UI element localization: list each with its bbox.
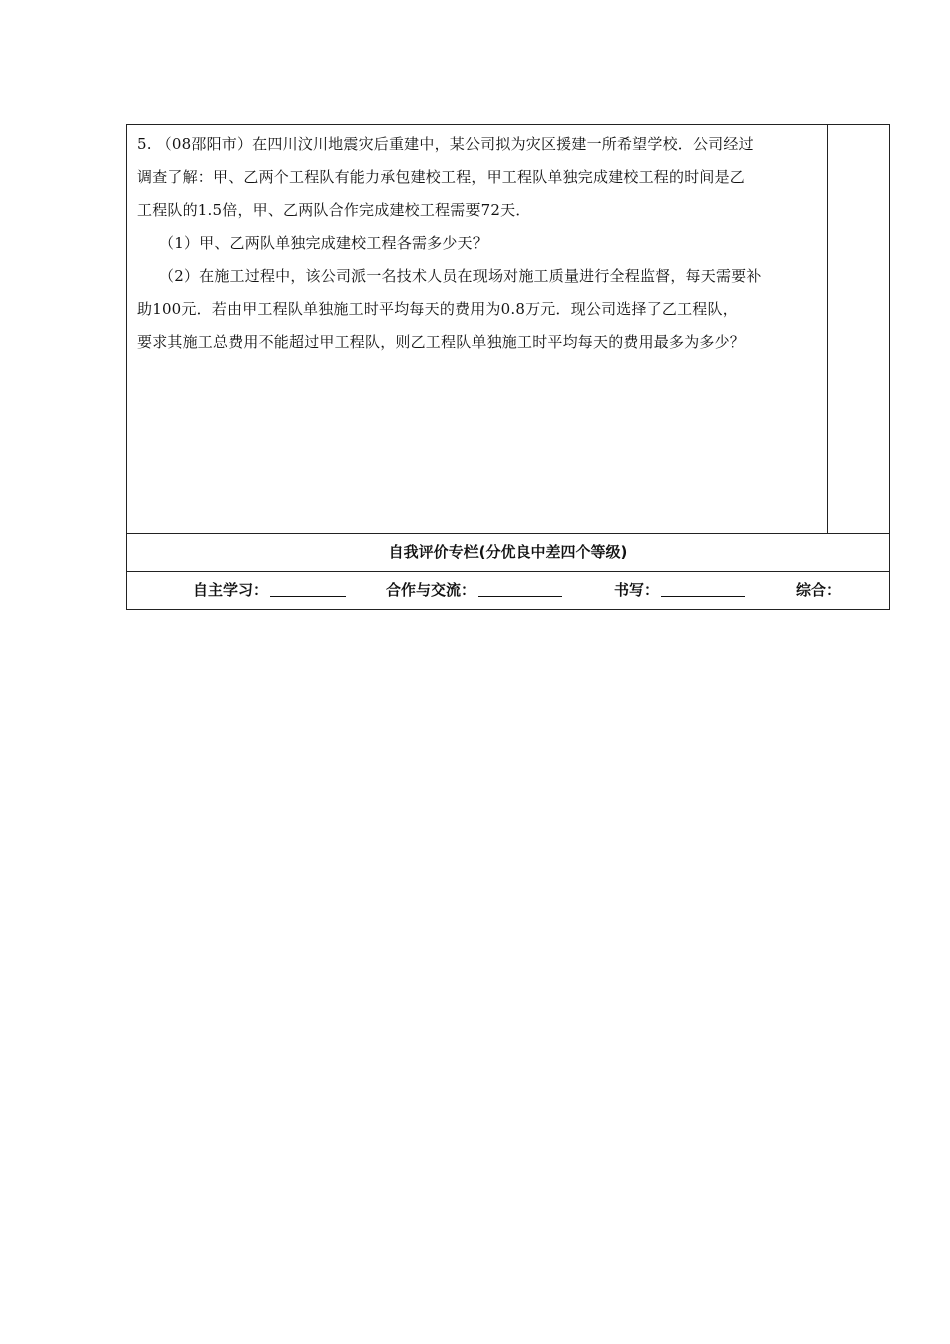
worksheet-table [126,124,890,610]
problem-line: 要求其施工总费用不能超过甲工程队，则乙工程队单独施工时平均每天的费用最多为多少？ [137,333,746,351]
problem-line: 调查了解：甲、乙两个工程队有能力承包建校工程，甲工程队单独完成建校工程的时间是乙 [137,168,746,186]
problem-line: 工程队的1.5倍，甲、乙两队合作完成建校工程需要72天． [137,201,531,219]
notes-cell [828,125,889,533]
eval-label: 自主学习： [193,581,269,599]
self-study-blank[interactable] [270,582,346,597]
problem-row [126,124,890,534]
question-2: （2）在施工过程中，该公司派一名技术人员在现场对施工质量进行全程监督，每天需要补 [159,267,762,285]
writing-blank[interactable] [661,582,745,597]
eval-item-cooperation [386,572,562,608]
problem-cell [127,125,828,533]
eval-item-writing [614,572,745,608]
cooperation-blank[interactable] [478,582,562,597]
problem-line: 5. （08邵阳市）在四川汶川地震灾后重建中，某公司拟为灾区援建一所希望学校．公司经过 [137,135,754,153]
eval-item-self-study [193,572,346,608]
self-eval-title: 自我评价专栏(分优良中差四个等级) [126,534,890,572]
question-1: （1）甲、乙两队单独完成建校工程各需多少天？ [159,234,488,252]
eval-label: 合作与交流： [386,581,477,599]
self-eval-row [126,572,890,610]
eval-item-overall [796,572,841,608]
problem-line: 助100元．若由甲工程队单独施工时平均每天的费用为0.8万元．现公司选择了乙工程队， [137,300,738,318]
eval-label: 综合： [796,581,842,599]
eval-label: 书写： [614,581,660,599]
